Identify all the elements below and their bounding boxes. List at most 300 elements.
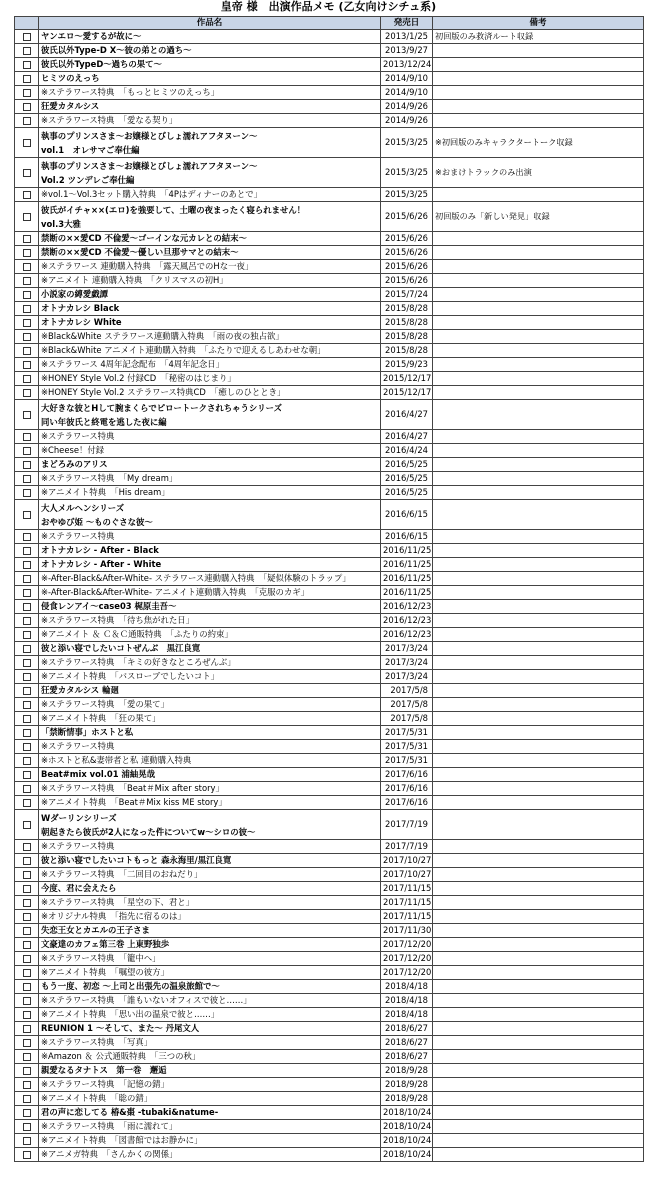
work-title (39, 670, 381, 684)
release-date: 2017/5/8 (381, 684, 433, 698)
table-row (15, 910, 644, 924)
note (433, 1050, 644, 1064)
work-title (39, 1106, 381, 1120)
work-title (39, 1064, 381, 1078)
checkbox[interactable] (23, 1151, 31, 1159)
checkbox-cell (15, 1008, 39, 1022)
table-row (15, 586, 644, 600)
checkbox-cell (15, 246, 39, 260)
work-title (39, 558, 381, 572)
checkbox[interactable] (23, 617, 31, 625)
work-title-line: 親愛なるタナトス 第一巻 邂逅 (41, 1065, 167, 1075)
checkbox[interactable] (23, 659, 31, 667)
work-title (39, 656, 381, 670)
work-title-line: ※アニメイト特典 「His dream」 (41, 487, 170, 497)
checkbox-cell (15, 966, 39, 980)
work-title-line: ※ステラワース特典 「星空の下、君と」 (41, 897, 194, 907)
checkbox[interactable] (23, 913, 31, 921)
checkbox-cell (15, 1036, 39, 1050)
checkbox[interactable] (23, 61, 31, 69)
note (433, 86, 644, 100)
work-title-line: 君の声に恋してる 椿&棗 -tubaki&natume- (41, 1107, 219, 1117)
note (433, 840, 644, 854)
checkbox[interactable] (23, 871, 31, 879)
release-date: 2017/10/27 (381, 854, 433, 868)
release-date: 2018/9/28 (381, 1078, 433, 1092)
checkbox-cell (15, 386, 39, 400)
checkbox-cell (15, 796, 39, 810)
checkbox[interactable] (23, 169, 31, 177)
note (433, 966, 644, 980)
release-date: 2015/8/28 (381, 316, 433, 330)
table-row (15, 656, 644, 670)
table-row (15, 670, 644, 684)
checkbox-cell (15, 1120, 39, 1134)
work-title-line: ※vol.1～Vol.3セット購入特典 「4Pはディナーのあとで」 (41, 189, 262, 199)
work-title (39, 260, 381, 274)
checkbox[interactable] (23, 1137, 31, 1145)
checkbox-cell (15, 1078, 39, 1092)
work-title-line: ※アニメイト特典 「聡の錆」 (41, 1093, 153, 1103)
work-title (39, 274, 381, 288)
work-title-line: ヤンエロ～愛するが故に～ (41, 31, 142, 41)
note (433, 246, 644, 260)
work-title (39, 288, 381, 302)
table-row (15, 188, 644, 202)
work-title-line: オトナカレシ - After - Black (41, 545, 159, 555)
checkbox[interactable] (23, 447, 31, 455)
checkbox[interactable] (23, 927, 31, 935)
work-title-line: ※-After-Black&After-White- アニメイト連動購入特典 「克服のカギ」 (41, 587, 309, 597)
work-title (39, 600, 381, 614)
checkbox-cell (15, 1106, 39, 1120)
checkbox-cell (15, 910, 39, 924)
work-title (39, 158, 381, 188)
checkbox[interactable] (23, 361, 31, 369)
checkbox[interactable] (23, 645, 31, 653)
note (433, 712, 644, 726)
checkbox[interactable] (23, 899, 31, 907)
release-date: 2015/3/25 (381, 128, 433, 158)
checkbox[interactable] (23, 547, 31, 555)
checkbox-header (15, 17, 39, 30)
work-title-line: ※ステラワース特典 「待ち焦がれた日」 (41, 615, 194, 625)
checkbox[interactable] (23, 475, 31, 483)
checkbox[interactable] (23, 533, 31, 541)
checkbox[interactable] (23, 799, 31, 807)
table-row (15, 896, 644, 910)
checkbox[interactable] (23, 673, 31, 681)
checkbox[interactable] (23, 687, 31, 695)
checkbox[interactable] (23, 771, 31, 779)
note (433, 386, 644, 400)
table-row (15, 114, 644, 128)
table-row (15, 980, 644, 994)
work-title-line: ※ステラワース特典 「愛の果て」 (41, 699, 169, 709)
table-row (15, 994, 644, 1008)
note (433, 938, 644, 952)
checkbox-cell (15, 1050, 39, 1064)
checkbox[interactable] (23, 139, 31, 147)
note (433, 486, 644, 500)
works-table (14, 16, 644, 1162)
checkbox[interactable] (23, 319, 31, 327)
checkbox[interactable] (23, 941, 31, 949)
note (433, 114, 644, 128)
checkbox[interactable] (23, 743, 31, 751)
note (433, 754, 644, 768)
table-row (15, 444, 644, 458)
checkbox[interactable] (23, 955, 31, 963)
note (433, 614, 644, 628)
checkbox[interactable] (23, 489, 31, 497)
checkbox[interactable] (23, 1053, 31, 1061)
note (433, 994, 644, 1008)
release-date: 2017/7/19 (381, 810, 433, 840)
work-title-line: ※ステラワース 4周年記念配布 「4周年記念日」 (41, 359, 225, 369)
checkbox[interactable] (23, 857, 31, 865)
checkbox[interactable] (23, 1025, 31, 1033)
work-title-line: ※ステラワース 連動購入特典 「露天風呂でのHな一夜」 (41, 261, 254, 271)
work-title-line: 彼と添い寝でしたいコトぜんぶ 黒江良寛 (41, 643, 201, 653)
checkbox-cell (15, 670, 39, 684)
checkbox[interactable] (23, 333, 31, 341)
work-title (39, 726, 381, 740)
work-title-line: ※アニメイト ＆ Ｃ＆Ｃ通販特典 「ふたりの約束」 (41, 629, 233, 639)
release-date: 2018/6/27 (381, 1036, 433, 1050)
checkbox[interactable] (23, 843, 31, 851)
note (433, 288, 644, 302)
note (433, 670, 644, 684)
work-title-line: ※ステラワース特典 「キミの好きなところぜんぶ」 (41, 657, 236, 667)
checkbox[interactable] (23, 561, 31, 569)
note (433, 274, 644, 288)
checkbox[interactable] (23, 785, 31, 793)
work-title-line: ※ステラワース特典 「雨に濡れて」 (41, 1121, 178, 1131)
work-title (39, 316, 381, 330)
note: 初回版のみ「新しい発見」収録 (433, 202, 644, 232)
checkbox[interactable] (23, 33, 31, 41)
checkbox[interactable] (23, 1109, 31, 1117)
release-date: 2018/4/18 (381, 994, 433, 1008)
note (433, 1106, 644, 1120)
checkbox[interactable] (23, 885, 31, 893)
checkbox[interactable] (23, 277, 31, 285)
checkbox[interactable] (23, 433, 31, 441)
work-title-line: 今度、君に会えたら (41, 883, 117, 893)
release-date: 2013/9/27 (381, 44, 433, 58)
page-title: 皇帝 様 出演作品メモ (乙女向けシチュ系) (220, 0, 437, 13)
checkbox[interactable] (23, 235, 31, 243)
checkbox[interactable] (23, 575, 31, 583)
work-title-line: ※Amazon ＆ 公式通販特典 「三つの秋」 (41, 1051, 201, 1061)
table-row (15, 840, 644, 854)
checkbox[interactable] (23, 757, 31, 765)
table-row (15, 72, 644, 86)
work-title (39, 868, 381, 882)
work-title (39, 372, 381, 386)
table-row (15, 938, 644, 952)
work-title (39, 994, 381, 1008)
checkbox-cell (15, 952, 39, 966)
table-row (15, 58, 644, 72)
checkbox[interactable] (23, 1081, 31, 1089)
checkbox[interactable] (23, 1067, 31, 1075)
checkbox[interactable] (23, 411, 31, 419)
release-date: 2017/12/20 (381, 966, 433, 980)
checkbox-cell (15, 274, 39, 288)
work-title-line: ※ステラワース特典 (41, 431, 115, 441)
work-title-line: 大好きな彼とHして腕まくらでピロートークされちゃうシリーズ (41, 402, 283, 413)
release-date: 2016/5/25 (381, 458, 433, 472)
note (433, 882, 644, 896)
note (433, 1134, 644, 1148)
checkbox[interactable] (23, 1123, 31, 1131)
work-title (39, 1148, 381, 1162)
note (433, 1022, 644, 1036)
checkbox[interactable] (23, 291, 31, 299)
checkbox[interactable] (23, 375, 31, 383)
checkbox[interactable] (23, 821, 31, 829)
release-date: 2016/4/24 (381, 444, 433, 458)
table-row (15, 458, 644, 472)
work-title (39, 458, 381, 472)
table-row (15, 1148, 644, 1162)
work-title-line: ※HONEY Style Vol.2 ステラワース特典CD 「癒しのひととき」 (41, 387, 286, 397)
note (433, 980, 644, 994)
note (433, 316, 644, 330)
work-title-line: 彼氏以外TypeD～過ちの果て～ (41, 59, 162, 69)
checkbox-cell (15, 768, 39, 782)
note (433, 1092, 644, 1106)
work-title (39, 712, 381, 726)
table-row (15, 386, 644, 400)
release-date: 2014/9/10 (381, 86, 433, 100)
table-row (15, 202, 644, 232)
work-title-line: vol.3大雅 (41, 218, 81, 229)
table-row (15, 600, 644, 614)
checkbox[interactable] (23, 461, 31, 469)
work-title-line: ※ホストと私&妻帯者と私 連動購入特典 (41, 755, 192, 765)
work-title (39, 614, 381, 628)
note (433, 740, 644, 754)
note (433, 72, 644, 86)
checkbox[interactable] (23, 701, 31, 709)
work-title (39, 232, 381, 246)
work-title (39, 30, 381, 44)
checkbox-cell (15, 316, 39, 330)
checkbox[interactable] (23, 983, 31, 991)
checkbox-cell (15, 100, 39, 114)
release-date: 2015/9/23 (381, 358, 433, 372)
note (433, 1078, 644, 1092)
work-title (39, 854, 381, 868)
header-row (15, 17, 644, 30)
work-title (39, 882, 381, 896)
release-date: 2014/9/10 (381, 72, 433, 86)
work-title-line: Vol.2 ツンデレご奉仕編 (41, 174, 135, 185)
checkbox[interactable] (23, 305, 31, 313)
table-row (15, 158, 644, 188)
checkbox-cell (15, 530, 39, 544)
checkbox[interactable] (23, 89, 31, 97)
table-row (15, 782, 644, 796)
release-date: 2015/3/25 (381, 158, 433, 188)
work-title (39, 782, 381, 796)
table-row (15, 572, 644, 586)
work-title (39, 302, 381, 316)
note (433, 796, 644, 810)
work-title-line: ※アニメイト特典 「図書館ではお静かに」 (41, 1135, 203, 1145)
checkbox[interactable] (23, 347, 31, 355)
checkbox[interactable] (23, 249, 31, 257)
work-title-line: オトナカレシ White (41, 317, 122, 327)
note (433, 1120, 644, 1134)
release-date: 2018/4/18 (381, 980, 433, 994)
table-row (15, 372, 644, 386)
release-date: 2017/11/15 (381, 882, 433, 896)
checkbox[interactable] (23, 389, 31, 397)
table-row (15, 30, 644, 44)
table-row (15, 1078, 644, 1092)
work-title-line: 失恋王女とカエルの王子さま (41, 925, 150, 935)
release-date: 2016/5/25 (381, 472, 433, 486)
work-title-line: 彼氏以外Type-D X～彼の弟との過ち～ (41, 45, 192, 55)
release-date: 2018/10/24 (381, 1120, 433, 1134)
checkbox-cell (15, 698, 39, 712)
work-title-line: ※Cheese！付録 (41, 445, 105, 455)
work-title-line: ※ステラワース特典 「記憶の錆」 (41, 1079, 169, 1089)
checkbox[interactable] (23, 715, 31, 723)
release-date: 2016/5/25 (381, 486, 433, 500)
release-date: 2016/4/27 (381, 430, 433, 444)
checkbox-cell (15, 572, 39, 586)
work-title (39, 1134, 381, 1148)
checkbox[interactable] (23, 47, 31, 55)
note (433, 358, 644, 372)
checkbox-cell (15, 114, 39, 128)
checkbox[interactable] (23, 589, 31, 597)
work-title (39, 642, 381, 656)
table-row (15, 358, 644, 372)
checkbox-cell (15, 544, 39, 558)
checkbox-cell (15, 260, 39, 274)
release-date: 2017/11/15 (381, 910, 433, 924)
work-title-line: ※アニメイト特典 「思い出の温泉で彼と……」 (41, 1009, 220, 1019)
release-date: 2015/3/25 (381, 188, 433, 202)
checkbox[interactable] (23, 1095, 31, 1103)
table-row (15, 1092, 644, 1106)
work-title-line: 同い年彼氏と終電を逃した夜に編 (41, 416, 167, 427)
checkbox[interactable] (23, 603, 31, 611)
table-row (15, 330, 644, 344)
release-date: 2017/3/24 (381, 670, 433, 684)
checkbox[interactable] (23, 103, 31, 111)
table-row (15, 882, 644, 896)
release-date: 2016/4/27 (381, 400, 433, 430)
work-title (39, 1092, 381, 1106)
checkbox-cell (15, 558, 39, 572)
note (433, 910, 644, 924)
checkbox[interactable] (23, 1039, 31, 1047)
checkbox-cell (15, 358, 39, 372)
checkbox[interactable] (23, 263, 31, 271)
checkbox-cell (15, 684, 39, 698)
checkbox[interactable] (23, 117, 31, 125)
checkbox-cell (15, 232, 39, 246)
checkbox-cell (15, 1148, 39, 1162)
note (433, 868, 644, 882)
work-title-line: 侵食レンアイ～case03 梶原圭吾～ (41, 601, 177, 611)
table-row (15, 288, 644, 302)
release-date: 2018/6/27 (381, 1050, 433, 1064)
work-title (39, 72, 381, 86)
checkbox[interactable] (23, 1011, 31, 1019)
work-title (39, 586, 381, 600)
checkbox-cell (15, 58, 39, 72)
checkbox[interactable] (23, 191, 31, 199)
work-title-line: 執事のプリンスさま～お嬢様とびしょ濡れアフタヌーン～ (41, 130, 258, 141)
work-title-line: ※アニメイト特典 「バスローブでしたいコト」 (41, 671, 219, 681)
note (433, 684, 644, 698)
checkbox[interactable] (23, 729, 31, 737)
table-row (15, 854, 644, 868)
note (433, 1036, 644, 1050)
checkbox[interactable] (23, 75, 31, 83)
checkbox[interactable] (23, 213, 31, 221)
note (433, 372, 644, 386)
checkbox[interactable] (23, 997, 31, 1005)
work-title (39, 910, 381, 924)
note (433, 232, 644, 246)
release-date: 2015/7/24 (381, 288, 433, 302)
work-title-line: 朝起きたら彼氏が2人になった件についてw～シロの彼～ (41, 826, 256, 837)
release-date: 2017/5/31 (381, 726, 433, 740)
release-date: 2017/12/20 (381, 952, 433, 966)
release-date: 2018/10/24 (381, 1148, 433, 1162)
work-title-line: まどろみのアリス (41, 459, 108, 469)
work-title-line: REUNION 1 ～そして、また～ 丹尾文人 (41, 1023, 200, 1033)
note (433, 188, 644, 202)
checkbox[interactable] (23, 511, 31, 519)
note (433, 726, 644, 740)
checkbox-cell (15, 128, 39, 158)
work-title-line: ※HONEY Style Vol.2 付録CD 「秘密のはじまり」 (41, 373, 236, 383)
checkbox-cell (15, 938, 39, 952)
work-title-line: ※ステラワース特典 (41, 741, 115, 751)
table-row (15, 232, 644, 246)
release-date: 2015/6/26 (381, 260, 433, 274)
table-row (15, 1050, 644, 1064)
work-title-header: 作品名 (39, 17, 381, 30)
table-row (15, 1106, 644, 1120)
note (433, 458, 644, 472)
checkbox[interactable] (23, 631, 31, 639)
release-date: 2017/5/8 (381, 698, 433, 712)
table-row (15, 1022, 644, 1036)
table-row (15, 530, 644, 544)
note (433, 810, 644, 840)
work-title (39, 202, 381, 232)
checkbox-cell (15, 400, 39, 430)
work-title-line: 禁断の××愛CD 不倫愛～ゴーインな元カレとの結末～ (41, 233, 247, 243)
checkbox[interactable] (23, 969, 31, 977)
work-title-line: 文豪達のカフェ第三巻 上東野独歩 (41, 939, 170, 949)
checkbox-cell (15, 810, 39, 840)
table-row (15, 1064, 644, 1078)
table-row (15, 966, 644, 980)
work-title (39, 530, 381, 544)
